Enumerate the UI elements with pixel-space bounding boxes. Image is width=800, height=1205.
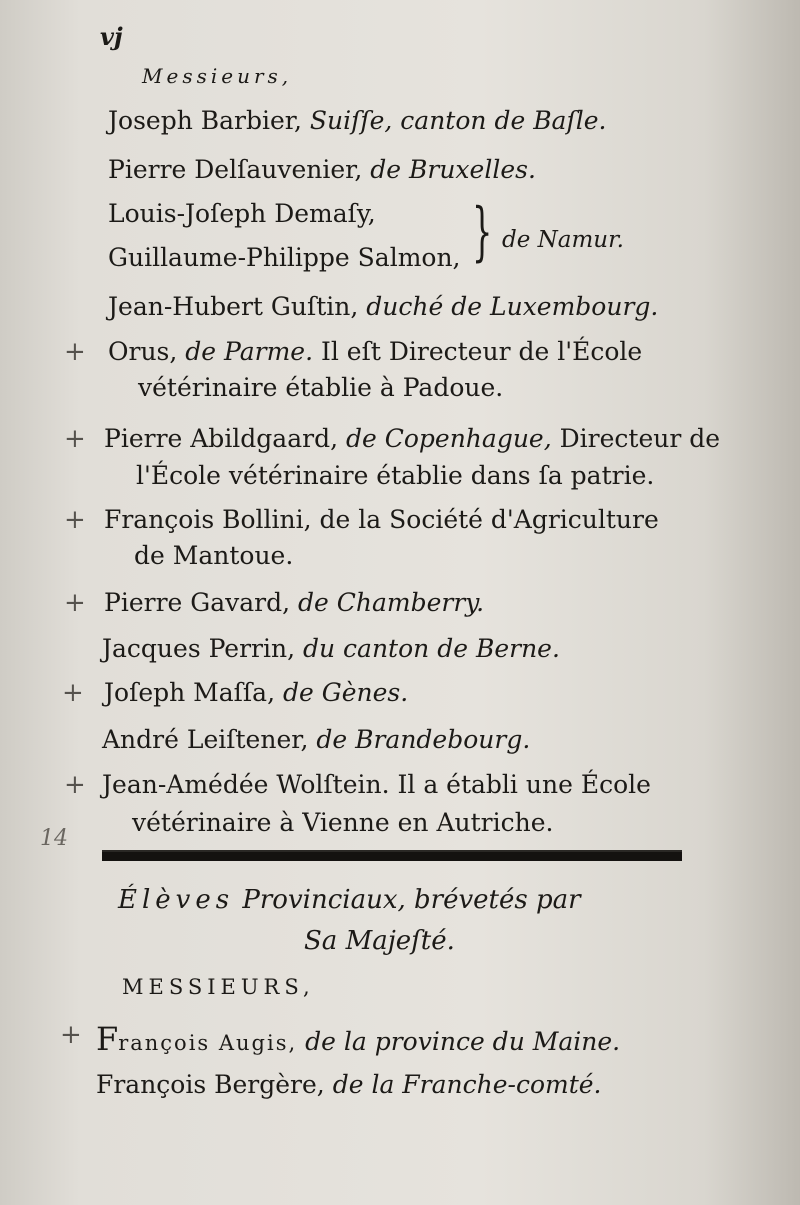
margin-cross-mark: +	[64, 770, 86, 800]
entry-initial: F	[96, 1020, 119, 1058]
entry-detail: de Brandebourg.	[316, 725, 531, 754]
header-messieurs-2: MESSIEURS,	[122, 975, 315, 999]
entry-detail: de Bruxelles.	[370, 155, 536, 184]
entry-name: André Leiſtener,	[102, 725, 309, 754]
entry-continuation: l'École vétérinaire établie dans ſa patrie.	[136, 461, 655, 490]
entry-continuation: vétérinaire à Vienne en Autriche.	[132, 808, 554, 837]
list-item	[104, 588, 484, 618]
entry-name: Jean-Hubert Guſtin,	[108, 292, 359, 321]
namur-label: de Namur.	[502, 227, 624, 253]
entry-text: de la Société d'Agriculture	[319, 505, 659, 534]
entry-name: Jacques Perrin,	[102, 634, 296, 663]
section-heading-rest: Provinciaux, brévetés par	[242, 885, 581, 915]
list-item	[104, 678, 408, 708]
list-item	[108, 337, 642, 367]
entry-detail: de Chamberry.	[298, 588, 485, 617]
entry-continuation: de Mantoue.	[134, 541, 294, 570]
margin-cross-mark: +	[64, 337, 86, 367]
entry-detail: du canton de Berne.	[303, 634, 560, 663]
entry-name: Jean-Amédée Wolſtein.	[102, 770, 390, 799]
margin-cross-mark: +	[62, 678, 84, 708]
entry-name: Pierre Delſauvenier,	[108, 155, 363, 184]
entry-name: François Bergère,	[96, 1070, 325, 1099]
list-item	[102, 725, 530, 755]
list-item	[102, 634, 560, 664]
entry-detail: Suiſſe, canton de Baſle.	[309, 106, 607, 135]
entry-name: Pierre Abildgaard,	[104, 424, 339, 453]
header-messieurs: Messieurs,	[142, 64, 293, 88]
entry-detail: de la Franche-comté.	[332, 1070, 602, 1099]
list-item	[104, 505, 659, 535]
list-item	[108, 155, 536, 185]
margin-cross-mark: +	[64, 424, 86, 454]
section-heading-eleves: Élèves	[118, 885, 235, 915]
page-number: vj	[100, 22, 123, 51]
entry-detail: de Parme.	[185, 337, 314, 366]
entry-text: Il a établi une École	[397, 770, 651, 799]
margin-cross-mark: +	[60, 1020, 82, 1050]
list-item	[108, 106, 606, 136]
entry-name: Guillaume-Philippe Salmon,	[108, 243, 461, 272]
margin-number-mark: 14	[40, 826, 68, 851]
entry-text: Il eſt Directeur de l'École	[320, 337, 643, 366]
section-heading	[118, 885, 581, 915]
section-divider	[102, 850, 682, 861]
entry-text: Directeur de	[559, 424, 721, 453]
entry-detail: de la province du Maine.	[305, 1027, 621, 1056]
list-item	[104, 424, 720, 454]
list-item	[108, 243, 461, 273]
entry-name: Joſeph Maſſa,	[104, 678, 276, 707]
entry-name: Pierre Gavard,	[104, 588, 291, 617]
entry-continuation: vétérinaire établie à Padoue.	[138, 373, 504, 402]
margin-cross-mark: +	[64, 588, 86, 618]
list-item	[96, 1070, 602, 1100]
entry-detail: de Gènes.	[283, 678, 409, 707]
list-item	[108, 199, 376, 229]
entry-name: rançois Augis,	[118, 1031, 298, 1055]
entry-name: Louis-Joſeph Demaſy,	[108, 199, 376, 228]
entry-name: François Bollini,	[104, 505, 312, 534]
entry-detail: duché de Luxembourg.	[366, 292, 659, 321]
margin-cross-mark: +	[64, 505, 86, 535]
list-item	[96, 1020, 621, 1058]
entry-name: Joseph Barbier,	[108, 106, 302, 135]
section-heading-line2: Sa Majeſté.	[304, 926, 455, 956]
entry-detail: de Copenhague,	[345, 424, 552, 453]
list-item	[108, 292, 658, 322]
entry-name: Orus,	[108, 337, 178, 366]
brace-glyph: }	[472, 195, 493, 269]
list-item	[102, 770, 651, 800]
